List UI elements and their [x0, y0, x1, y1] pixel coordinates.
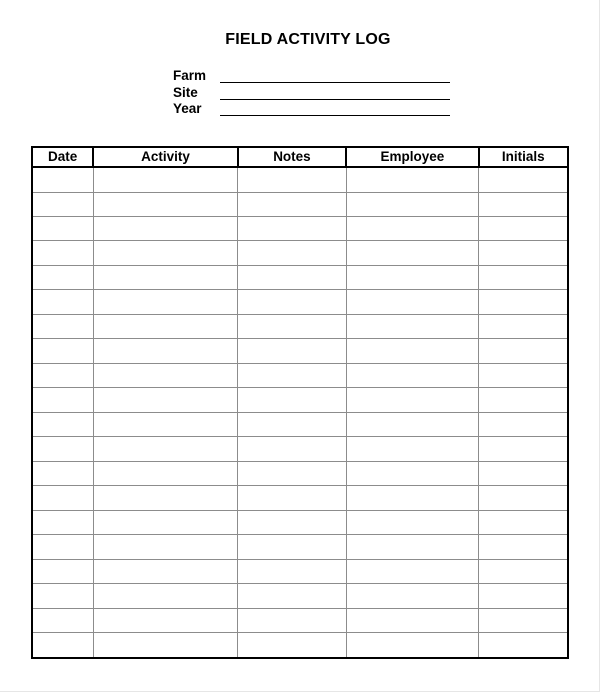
notes-cell[interactable] [238, 363, 346, 387]
initials-cell[interactable] [479, 633, 568, 658]
table-row [32, 216, 568, 240]
date-cell[interactable] [32, 192, 93, 216]
table-row [32, 437, 568, 461]
table-row [32, 510, 568, 534]
initials-cell[interactable] [479, 559, 568, 583]
date-cell[interactable] [32, 167, 93, 192]
initials-cell[interactable] [479, 216, 568, 240]
column-header-activity: Activity [93, 147, 238, 167]
employee-cell[interactable] [346, 461, 478, 485]
column-header-notes: Notes [238, 147, 346, 167]
activity-cell[interactable] [93, 241, 238, 265]
farm-label: Farm [173, 68, 207, 83]
initials-cell[interactable] [479, 412, 568, 436]
table-row [32, 314, 568, 338]
employee-cell[interactable] [346, 216, 478, 240]
activity-cell[interactable] [93, 192, 238, 216]
employee-cell[interactable] [346, 486, 478, 510]
site-field[interactable] [220, 99, 450, 100]
date-cell[interactable] [32, 216, 93, 240]
employee-cell[interactable] [346, 339, 478, 363]
table-row [32, 363, 568, 387]
activity-cell[interactable] [93, 437, 238, 461]
meta-row-site [173, 85, 453, 102]
date-cell[interactable] [32, 339, 93, 363]
employee-cell[interactable] [346, 584, 478, 608]
notes-cell[interactable] [238, 192, 346, 216]
farm-field[interactable] [220, 82, 450, 83]
employee-cell[interactable] [346, 608, 478, 632]
table-row [32, 535, 568, 559]
initials-cell[interactable] [479, 608, 568, 632]
date-cell[interactable] [32, 535, 93, 559]
activity-cell[interactable] [93, 608, 238, 632]
initials-cell[interactable] [479, 241, 568, 265]
date-cell[interactable] [32, 314, 93, 338]
site-label: Site [173, 84, 198, 100]
notes-cell[interactable] [238, 216, 346, 240]
table-row [32, 633, 568, 658]
activity-cell[interactable] [93, 412, 238, 436]
table-row [32, 559, 568, 583]
activity-cell[interactable] [93, 363, 238, 387]
activity-cell[interactable] [93, 559, 238, 583]
activity-cell[interactable] [93, 486, 238, 510]
notes-cell[interactable] [238, 437, 346, 461]
date-cell[interactable] [32, 265, 93, 289]
table-row [32, 241, 568, 265]
initials-cell[interactable] [479, 486, 568, 510]
meta-fields [173, 68, 453, 118]
table-row [32, 265, 568, 289]
table-row [32, 192, 568, 216]
notes-cell[interactable] [238, 412, 346, 436]
date-cell[interactable] [32, 290, 93, 314]
date-cell[interactable] [32, 241, 93, 265]
activity-cell[interactable] [93, 461, 238, 485]
employee-cell[interactable] [346, 167, 478, 192]
activity-cell[interactable] [93, 510, 238, 534]
notes-cell[interactable] [238, 388, 346, 412]
year-label: Year [173, 101, 202, 116]
date-cell[interactable] [32, 486, 93, 510]
date-cell[interactable] [32, 633, 93, 658]
initials-cell[interactable] [479, 388, 568, 412]
date-cell[interactable] [32, 510, 93, 534]
employee-cell[interactable] [346, 633, 478, 658]
table-row [32, 584, 568, 608]
notes-cell[interactable] [238, 510, 346, 534]
activity-cell[interactable] [93, 314, 238, 338]
initials-cell[interactable] [479, 167, 568, 192]
initials-cell[interactable] [479, 461, 568, 485]
date-cell[interactable] [32, 461, 93, 485]
column-header-initials: Initials [479, 147, 568, 167]
activity-cell[interactable] [93, 265, 238, 289]
activity-log-table [31, 146, 569, 659]
notes-cell[interactable] [238, 339, 346, 363]
date-cell[interactable] [32, 559, 93, 583]
activity-cell[interactable] [93, 584, 238, 608]
notes-cell[interactable] [238, 584, 346, 608]
notes-cell[interactable] [238, 633, 346, 658]
date-cell[interactable] [32, 608, 93, 632]
table-row [32, 461, 568, 485]
activity-cell[interactable] [93, 633, 238, 658]
table-row [32, 339, 568, 363]
activity-cell[interactable] [93, 388, 238, 412]
date-cell[interactable] [32, 412, 93, 436]
table-row [32, 412, 568, 436]
initials-cell[interactable] [479, 192, 568, 216]
employee-cell[interactable] [346, 535, 478, 559]
initials-cell[interactable] [479, 314, 568, 338]
employee-cell[interactable] [346, 363, 478, 387]
table-row [32, 608, 568, 632]
employee-cell[interactable] [346, 192, 478, 216]
date-cell[interactable] [32, 437, 93, 461]
employee-cell[interactable] [346, 559, 478, 583]
notes-cell[interactable] [238, 461, 346, 485]
column-header-date: Date [32, 147, 93, 167]
notes-cell[interactable] [238, 608, 346, 632]
initials-cell[interactable] [479, 363, 568, 387]
activity-cell[interactable] [93, 290, 238, 314]
initials-cell[interactable] [479, 584, 568, 608]
employee-cell[interactable] [346, 510, 478, 534]
employee-cell[interactable] [346, 437, 478, 461]
table-row [32, 290, 568, 314]
initials-cell[interactable] [479, 510, 568, 534]
table-row [32, 388, 568, 412]
initials-cell[interactable] [479, 290, 568, 314]
year-field[interactable] [220, 115, 450, 116]
notes-cell[interactable] [238, 265, 346, 289]
initials-cell[interactable] [479, 535, 568, 559]
employee-cell[interactable] [346, 290, 478, 314]
table-row [32, 486, 568, 510]
initials-cell[interactable] [479, 265, 568, 289]
activity-cell[interactable] [93, 535, 238, 559]
initials-cell[interactable] [479, 437, 568, 461]
date-cell[interactable] [32, 363, 93, 387]
notes-cell[interactable] [238, 486, 346, 510]
meta-row-farm [173, 68, 453, 85]
employee-cell[interactable] [346, 265, 478, 289]
notes-cell[interactable] [238, 290, 346, 314]
notes-cell[interactable] [238, 535, 346, 559]
meta-row-year [173, 101, 453, 118]
employee-cell[interactable] [346, 314, 478, 338]
date-cell[interactable] [32, 584, 93, 608]
table-body [32, 167, 568, 658]
date-cell[interactable] [32, 388, 93, 412]
activity-cell[interactable] [93, 167, 238, 192]
column-header-employee: Employee [346, 147, 478, 167]
employee-cell[interactable] [346, 241, 478, 265]
initials-cell[interactable] [479, 339, 568, 363]
employee-cell[interactable] [346, 388, 478, 412]
table-row [32, 167, 568, 192]
activity-cell[interactable] [93, 339, 238, 363]
table-header-row [32, 147, 568, 167]
notes-cell[interactable] [238, 314, 346, 338]
notes-cell[interactable] [238, 559, 346, 583]
notes-cell[interactable] [238, 167, 346, 192]
activity-cell[interactable] [93, 216, 238, 240]
employee-cell[interactable] [346, 412, 478, 436]
notes-cell[interactable] [238, 241, 346, 265]
page-title: FIELD ACTIVITY LOG [225, 31, 391, 48]
